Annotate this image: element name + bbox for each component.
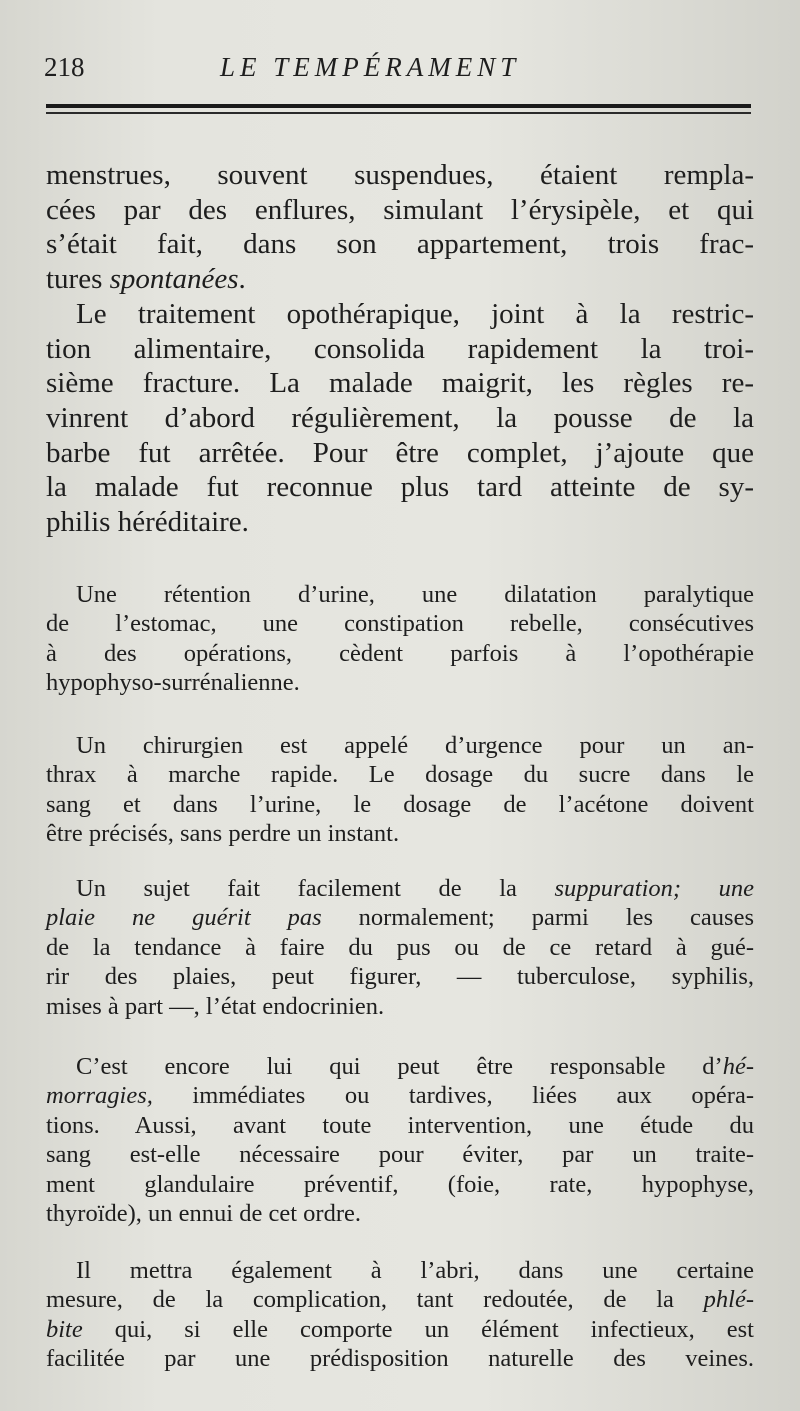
- text-line: vinrent d’abord régulièrement, la pousse de la: [46, 402, 754, 435]
- text-line: à des opérations, cèdent parfois à l’opothérapie: [46, 639, 754, 667]
- text-line: Un chirurgien est appelé d’urgence pour un an-: [76, 732, 754, 759]
- text-line: thyroïde), un ennui de cet ordre.: [46, 1199, 361, 1227]
- text-line: facilitée par une prédisposition naturelle des veines.: [46, 1345, 754, 1373]
- text-line: sang et dans l’urine, le dosage de l’acétone doivent: [46, 790, 754, 818]
- italic-text: suppuration; une: [554, 875, 754, 902]
- paragraph-continuation: [46, 158, 754, 297]
- text-line: thrax à marche rapide. Le dosage du sucre dans le: [46, 761, 754, 789]
- italic-text: bite: [46, 1315, 83, 1343]
- text-line: morragies, immédiates ou tardives, liées aux opéra-: [46, 1082, 754, 1110]
- italic-text: morragies,: [46, 1082, 153, 1110]
- header-rule-thin: [46, 112, 751, 114]
- text-line: barbe fut arrêtée. Pour être complet, j’ajoute que: [46, 436, 754, 469]
- paragraph-retention: [46, 580, 754, 698]
- header-rule-thick: [46, 104, 751, 108]
- page-number: 218: [44, 52, 85, 82]
- text-line: tures spontanées.: [46, 263, 246, 296]
- text-line: tion alimentaire, consolida rapidement la troi-: [46, 332, 754, 365]
- text-line: plaie ne guérit pas normalement; parmi les causes: [46, 904, 754, 932]
- text-line: de l’estomac, une constipation rebelle, consécutives: [46, 610, 754, 638]
- text-line: sième fracture. La malade maigrit, les règles re-: [46, 367, 754, 400]
- text-line: être précisés, sans perdre un instant.: [46, 820, 400, 848]
- text-line: la malade fut reconnue plus tard atteinte de sy-: [46, 471, 754, 504]
- text-line: philis héréditaire.: [46, 506, 249, 539]
- text-line: tions. Aussi, avant toute intervention, une étude du: [46, 1111, 754, 1139]
- text-line: s’était fait, dans son appartement, trois frac-: [46, 228, 754, 261]
- text-line: menstrues, souvent suspendues, étaient rempla-: [46, 159, 754, 191]
- running-title: LE TEMPÉRAMENT: [220, 52, 521, 82]
- text-line: sang est-elle nécessaire pour éviter, par un traite-: [46, 1141, 754, 1169]
- text-line: ment glandulaire préventif, (foie, rate, hypophyse,: [46, 1170, 754, 1198]
- text-line: hypophyso-surrénalienne.: [46, 669, 300, 697]
- text-line: Le traitement opothérapique, joint à la restric-: [76, 298, 754, 330]
- text-line: Il mettra également à l’abri, dans une certaine: [76, 1257, 754, 1284]
- text-line: de la tendance à faire du pus ou de ce retard à gué-: [46, 933, 754, 961]
- text-line: mises à part —, l’état endocrinien.: [46, 992, 385, 1020]
- text-line: C’est encore lui qui peut être responsable d’hé-: [76, 1053, 754, 1080]
- running-header: [44, 52, 754, 92]
- text-line: Un sujet fait facilement de la suppuration; une: [76, 875, 754, 902]
- italic-text: spontanées: [109, 263, 239, 296]
- text-line: bite qui, si elle comporte un élément infectieux, est: [46, 1315, 754, 1343]
- paragraph-treatment: [46, 297, 754, 540]
- italic-text: plaie ne guérit pas: [46, 904, 322, 932]
- paragraph-surgeon: [46, 731, 754, 849]
- italic-text: phlé-: [703, 1286, 754, 1314]
- text-line: Une rétention d’urine, une dilatation paralytique: [76, 581, 754, 608]
- italic-text: hé-: [722, 1053, 754, 1080]
- text-line: rir des plaies, peut figurer, — tuberculose, syphilis,: [46, 963, 754, 991]
- paragraph-phlebitis: [46, 1256, 754, 1374]
- paragraph-hemorrhages: [46, 1052, 754, 1228]
- text-line: mesure, de la complication, tant redoutée, de la phlé-: [46, 1286, 754, 1314]
- text-line: cées par des enflures, simulant l’érysipèle, et qui: [46, 193, 754, 226]
- paragraph-suppuration: [46, 874, 754, 1021]
